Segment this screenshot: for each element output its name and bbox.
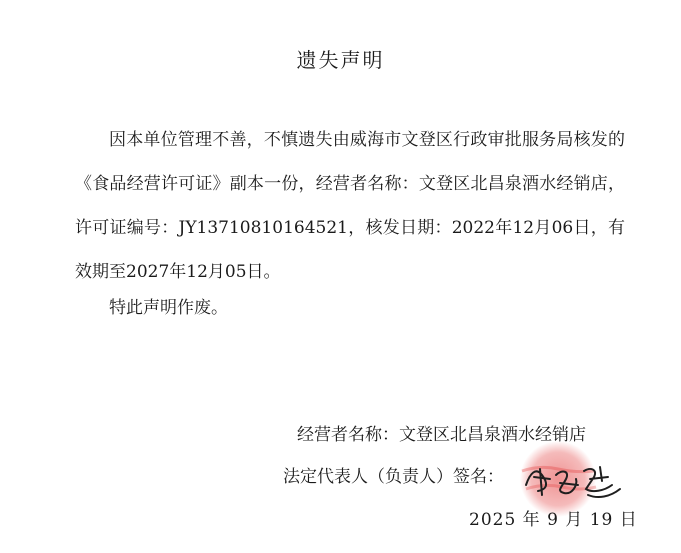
- notice-paragraph-main: 因本单位管理不善，不慎遗失由威海市文登区行政审批服务局核发的《食品经营许可证》副本一份，经营者名称：文登区北昌泉酒水经销店，许可证编号：JY13710810164521，核发日期：2022年12月06日，有效期至2027年12月05日。: [75, 130, 625, 282]
- notice-date: 2025 年 9 月 19 日: [469, 510, 638, 530]
- representative-line: [283, 462, 504, 487]
- representative-label: 法定代表人（负责人）签名：: [283, 467, 504, 487]
- operator-label: 经营者名称：: [297, 425, 399, 445]
- notice-paragraph-void: 特此声明作废。: [109, 298, 228, 318]
- operator-line: [297, 420, 586, 445]
- operator-value: 文登区北昌泉酒水经销店: [399, 425, 586, 445]
- handwritten-signature: [520, 455, 630, 505]
- notice-title: 遗失声明: [296, 48, 385, 72]
